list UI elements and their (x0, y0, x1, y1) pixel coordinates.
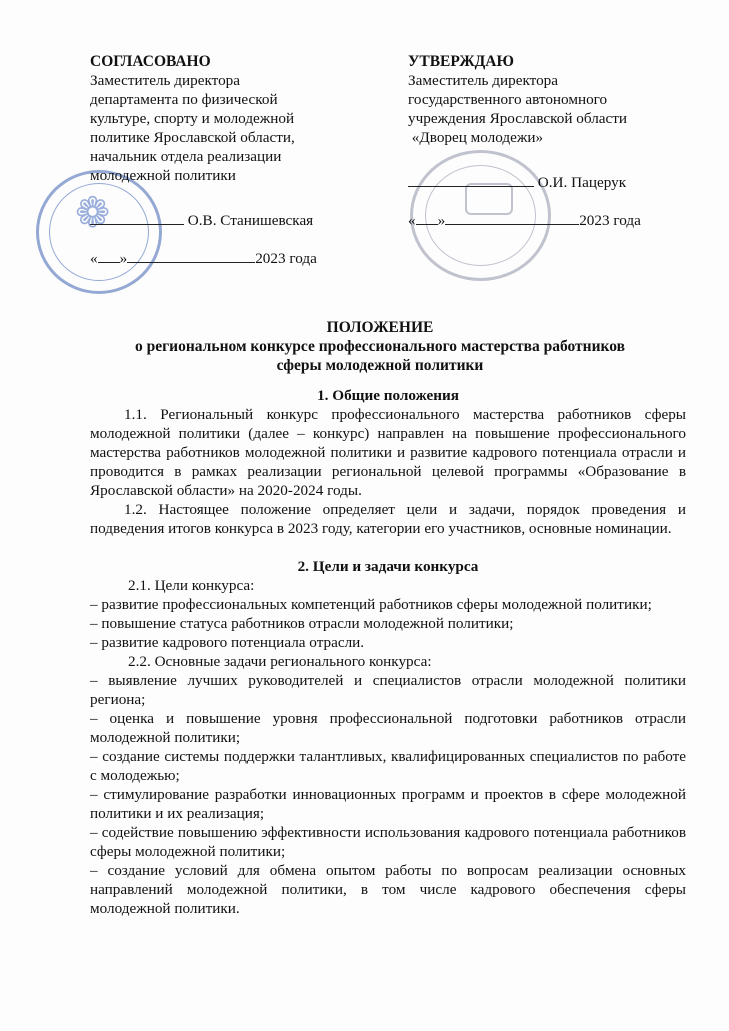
approved-date-row (408, 210, 641, 230)
agreed-line: политике Ярославской области, (90, 129, 295, 146)
agreed-date-row (90, 248, 317, 268)
section-heading: 2. Цели и задачи конкурса (297, 558, 479, 575)
approved-column (408, 52, 698, 147)
approved-line: Заместитель директора (408, 72, 558, 89)
agreed-signatory-name: О.В. Станишевская (187, 212, 314, 229)
paragraph: 1.2. Настоящее положение определяет цели и задачи, порядок проведения и подведения итогов конкурса в 2023 году, категории его участников, основные номинации. (90, 501, 686, 537)
list-item: – создание системы поддержки талантливых, квалифицированных специалистов по работе с молодежью; (90, 748, 686, 784)
subsection-title: 2.1. Цели конкурса: (128, 577, 255, 594)
agreed-column (90, 52, 360, 185)
title-line: о региональном конкурсе профессионального мастерства работников (135, 338, 625, 355)
approved-line: «Дворец молодежи» (408, 129, 544, 146)
spacer (90, 538, 686, 557)
document-body (90, 386, 686, 918)
list-item: – создание условий для обмена опытом работы по вопросам реализации основных направлений молодежной политики, в том числе кадрового обеспечения сферы молодежной политики. (90, 862, 686, 917)
agreed-line: департамента по физической (90, 91, 278, 108)
subsection-title: 2.2. Основные задачи регионального конкурса: (128, 653, 432, 670)
date-quote-open: « (408, 212, 416, 229)
paragraph: 1.1. Региональный конкурс профессионального мастерства работников сферы молодежной политики (далее – конкурс) направлен на повышение профессионального мастерства работников молодежной политики и развитие кадрового потенциала отрасли и проводится в рамках реализации региональной целевой программы «Образование в Ярославской области» на 2020-2024 годы. (90, 406, 686, 499)
month-line (445, 210, 579, 225)
list-item: – стимулирование разработки инновационных программ и проектов в сфере молодежной политики и их реализация; (90, 786, 686, 822)
signature-line (408, 172, 534, 187)
title-line: сферы молодежной политики (276, 357, 484, 374)
agreed-line: начальник отдела реализации (90, 148, 282, 165)
approved-line: государственного автономного (408, 91, 608, 108)
agreed-year: 2023 года (255, 250, 317, 267)
approved-signature-row (408, 172, 626, 192)
list-item: – развитие кадрового потенциала отрасли. (90, 634, 365, 651)
list-item: – оценка и повышение уровня профессиональной подготовки работников отрасли молодежной политики; (90, 710, 686, 746)
date-quote-close: » (119, 250, 128, 267)
approved-line: учреждения Ярославской области (408, 110, 628, 127)
day-line (98, 248, 120, 263)
section-heading: 1. Общие положения (317, 387, 459, 404)
list-item: – развитие профессиональных компетенций работников сферы молодежной политики; (90, 596, 652, 613)
date-quote-close: » (437, 212, 446, 229)
month-line (127, 248, 255, 263)
agreed-line: молодежной политики (90, 167, 236, 184)
list-item: – содействие повышению эффективности использования кадрового потенциала работников сферы молодежной политики; (90, 824, 686, 860)
day-line (416, 210, 438, 225)
agreed-heading: СОГЛАСОВАНО (90, 53, 211, 70)
agreed-line: Заместитель директора (90, 72, 240, 89)
approved-signatory-name: О.И. Пацерук (537, 174, 627, 191)
approved-year: 2023 года (579, 212, 641, 229)
agreed-line: культуре, спорту и молодежной (90, 110, 295, 127)
date-quote-open: « (90, 250, 98, 267)
signature-line (90, 210, 184, 225)
approved-heading: УТВЕРЖДАЮ (408, 53, 514, 70)
list-item: – выявление лучших руководителей и специалистов отрасли молодежной политики региона; (90, 672, 686, 708)
list-item: – повышение статуса работников отрасли молодежной политики; (90, 615, 514, 632)
approval-block (0, 52, 729, 282)
title-line: ПОЛОЖЕНИЕ (326, 319, 434, 336)
agreed-signature-row (90, 210, 313, 230)
document-title (60, 318, 700, 375)
